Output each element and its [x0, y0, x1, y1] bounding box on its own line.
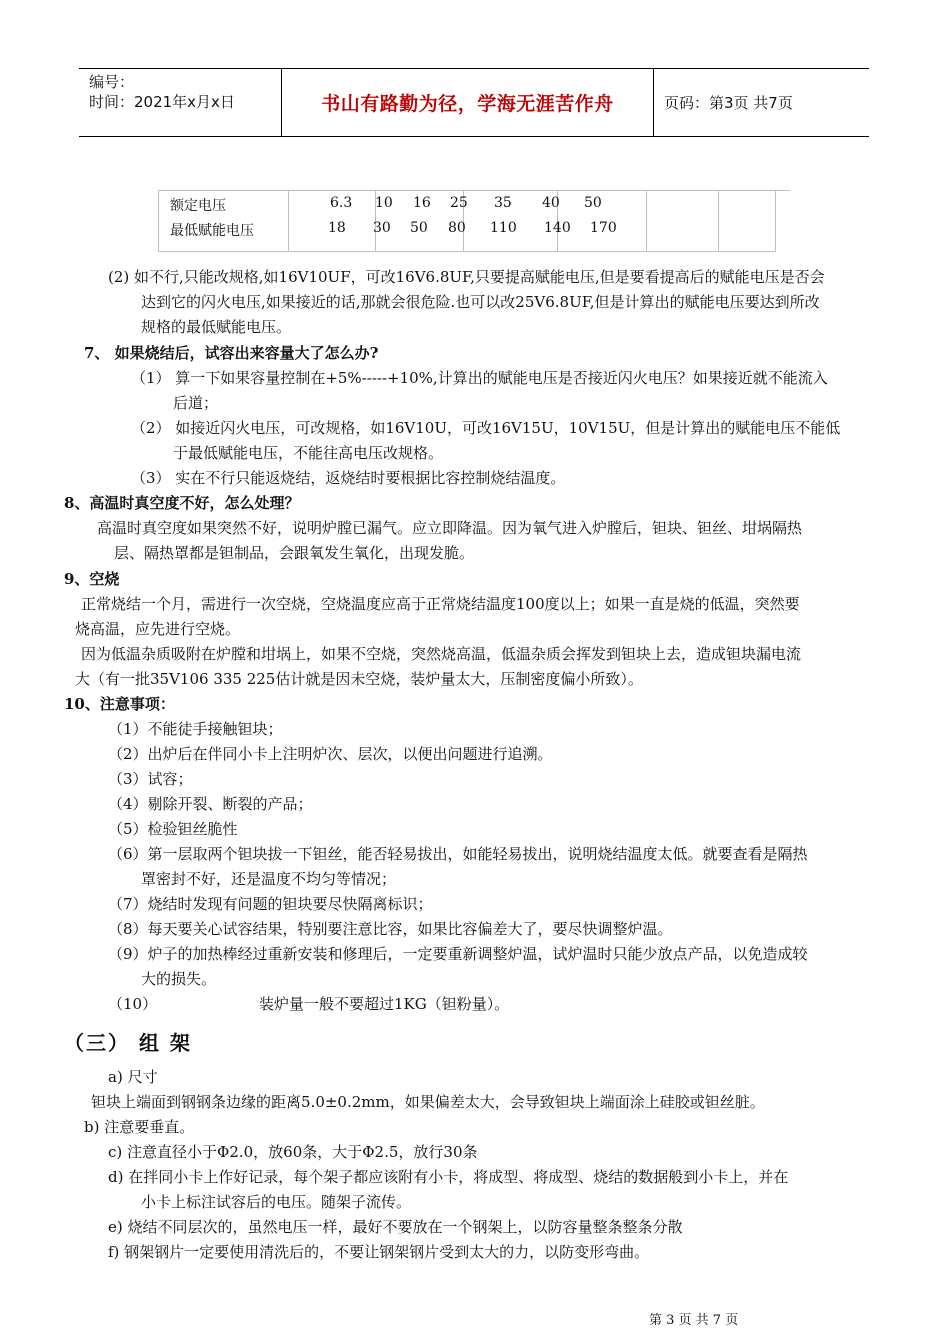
table-cell: 40 — [542, 195, 560, 211]
table-cell: 6.3 — [330, 195, 353, 211]
text-line: （3） 实在不行只能返烧结，返烧结时要根据比容控制烧结温度。 — [131, 469, 566, 487]
text-line: （2） 如接近闪火电压，可改规格，如16V10U，可改16V15U，10V15U，但是计算出的赋能电压不能低 — [131, 419, 841, 437]
list-item: （8）每天要关心试容结果，特别要注意比容，如果比容偏差大了，要尽快调整炉温。 — [108, 920, 673, 938]
table-cell: 35 — [494, 195, 512, 211]
text-line: (2) 如不行,只能改规格,如16V10UF，可改16V6.8UF,只要提高赋能电压,但是要看提高后的赋能电压是否会 — [108, 268, 825, 286]
text-line: 小卡上标注试容后的电压。随架子流传。 — [141, 1193, 412, 1211]
text-line: 钽块上端面到钢钢条边缘的距离5.0±0.2mm，如果偏差太大，会导致钽块上端面涂上硅胶或钽丝脏。 — [91, 1093, 765, 1111]
text-line: 层、隔热罩都是钽制品，会跟氧发生氧化，出现发脆。 — [114, 544, 475, 562]
section-heading-9: 9、空烧 — [64, 570, 120, 588]
list-item: d) 在拌同小卡上作好记录，每个架子都应该附有小卡，将成型、将成型、烧结的数据般到小卡上，并在 — [108, 1168, 789, 1186]
table-cell: 170 — [590, 220, 617, 236]
voltage-table — [158, 190, 790, 252]
list-item: （2）出炉后在伴同小卡上注明炉次、层次，以便出问题进行追溯。 — [108, 745, 553, 763]
list-item-number: （10） — [108, 995, 158, 1013]
text-line: 罩密封不好，还是温度不均匀等情况； — [141, 870, 397, 888]
list-item: （5）检验钽丝脆性 — [108, 820, 238, 838]
header-meta — [79, 69, 282, 136]
list-item: e) 烧结不同层次的，虽然电压一样，最好不要放在一个钢架上，以防容量整条整条分散 — [108, 1218, 683, 1236]
list-item: （6）第一层取两个钽块拔一下钽丝，能否轻易拔出，如能轻易拔出，说明烧结温度太低。就要查看是隔热 — [108, 845, 808, 863]
text-line: 高温时真空度如果突然不好，说明炉膛已漏气。应立即降温。因为氧气进入炉膛后，钽块、钽丝、坩埚隔热 — [97, 519, 803, 537]
text-line: 大（有一批35V106 335 225估计就是因未空烧，装炉量太大，压制密度偏小所致）。 — [75, 670, 643, 688]
list-item: f) 钢架钢片一定要使用清洗后的，不要让钢架钢片受到太大的力，以防变形弯曲。 — [108, 1243, 650, 1261]
header-motto-cell — [282, 69, 654, 136]
list-item: （9）炉子的加热棒经过重新安装和修理后，一定要重新调整炉温，试炉温时只能少放点产品，以免造成较 — [108, 945, 808, 963]
table-cell: 80 — [448, 220, 466, 236]
text-line: 规格的最低赋能电压。 — [141, 318, 292, 336]
header-page-cell — [654, 69, 869, 136]
section-heading-8: 8、高温时真空度不好，怎么处理？ — [64, 494, 300, 512]
list-item: b) 注意要垂直。 — [84, 1118, 195, 1136]
text-line: 达到它的闪火电压,如果接近的话,那就会很危险.也可以改25V6.8UF,但是计算出的赋能电压要达到所改 — [141, 293, 820, 311]
text-line: 正常烧结一个月，需进行一次空烧，空烧温度应高于正常烧结温度100度以上；如果一直是烧的低温，突然要 — [81, 595, 800, 613]
list-item: （1）不能徒手接触钽块； — [108, 720, 283, 738]
section-heading-7: 7、 如果烧结后，试容出来容量大了怎么办? — [84, 344, 379, 362]
table-cell: 18 — [328, 220, 346, 236]
text-line: 于最低赋能电压，不能往高电压改规格。 — [173, 444, 444, 462]
table-cell: 25 — [450, 195, 468, 211]
list-item: （3）试容； — [108, 770, 193, 788]
section-heading-3: （三） 组 架 — [64, 1031, 192, 1055]
table-row-label: 额定电压 — [170, 198, 226, 214]
list-item: （7）烧结时发现有问题的钽块要尽快隔离标识； — [108, 895, 433, 913]
section-heading-10: 10、注意事项： — [64, 695, 175, 713]
page-header — [79, 68, 869, 137]
table-cell: 50 — [584, 195, 602, 211]
document-date: 时间：2021年x月x日 — [89, 93, 235, 111]
list-item: 装炉量一般不要超过1KG（钽粉量）。 — [259, 995, 510, 1013]
text-line: 烧高温，应先进行空烧。 — [75, 620, 241, 638]
list-item: （4）剔除开裂、断裂的产品； — [108, 795, 313, 813]
list-item: a) 尺寸 — [108, 1068, 158, 1086]
table-row-label: 最低赋能电压 — [170, 223, 254, 239]
page-info: 页码：第3页 共7页 — [664, 94, 793, 112]
text-line: （1） 算一下如果容量控制在+5%-----+10%,计算出的赋能电压是否接近闪火电压？如果接近就不能流入 — [131, 369, 828, 387]
table-cell: 10 — [375, 195, 393, 211]
list-item: c) 注意直径小于Φ2.0，放60条，大于Φ2.5，放行30条 — [108, 1143, 478, 1161]
text-line: 因为低温杂质吸附在炉膛和坩埚上，如果不空烧，突然烧高温，低温杂质会挥发到钽块上去，造成钽块漏电流 — [81, 645, 802, 663]
table-cell: 50 — [410, 220, 428, 236]
table-cell: 16 — [413, 195, 431, 211]
page-footer: 第 3 页 共 7 页 — [649, 1313, 739, 1328]
document-number: 编号： — [89, 73, 135, 91]
text-line: 后道； — [173, 394, 219, 412]
text-line: 大的损失。 — [141, 970, 217, 988]
table-cell: 110 — [490, 220, 517, 236]
table-cell: 140 — [544, 220, 571, 236]
table-cell: 30 — [373, 220, 391, 236]
motto: 书山有路勤为径，学海无涯苦作舟 — [321, 93, 614, 115]
